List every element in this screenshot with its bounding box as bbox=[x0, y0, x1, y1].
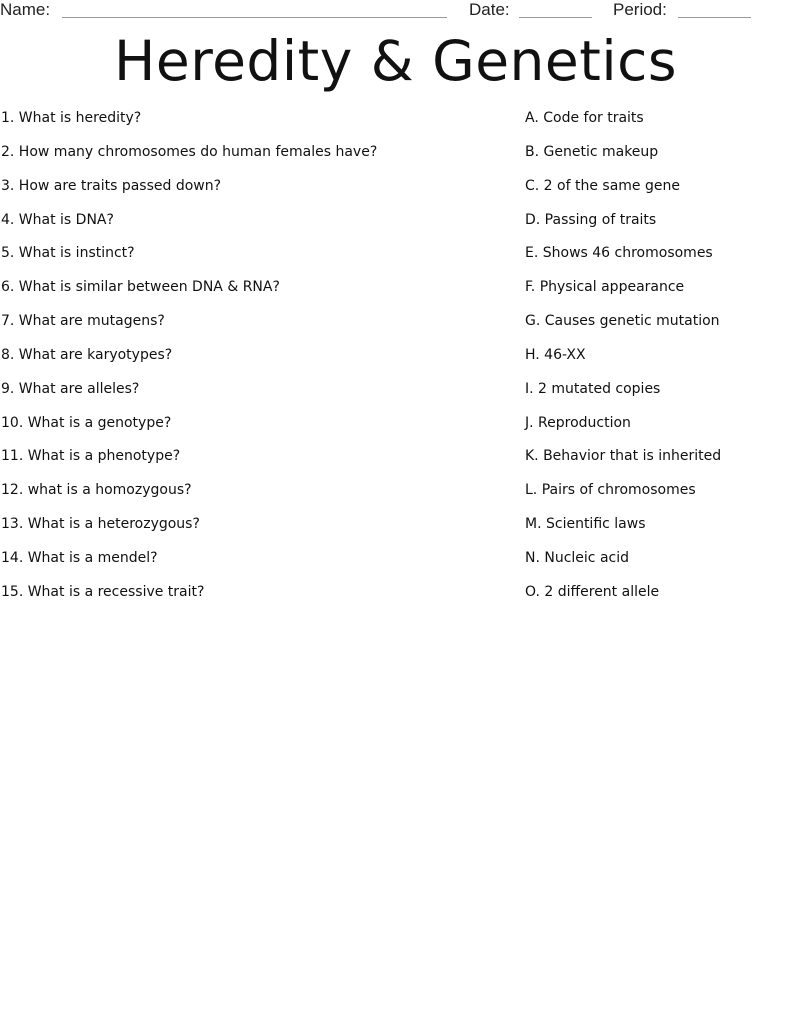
answer-item: E. Shows 46 chromosomes bbox=[525, 245, 713, 262]
question-item: 8. What are karyotypes? bbox=[1, 346, 173, 363]
question-item: 14. What is a mendel? bbox=[1, 549, 158, 566]
question-item: 9. What are alleles? bbox=[1, 380, 140, 397]
answer-item: J. Reproduction bbox=[525, 414, 631, 431]
answer-item: G. Causes genetic mutation bbox=[525, 313, 720, 330]
answer-item: B. Genetic makeup bbox=[525, 143, 659, 160]
question-item: 11. What is a phenotype? bbox=[1, 448, 181, 465]
question-item: 15. What is a recessive trait? bbox=[1, 583, 205, 600]
question-item: 4. What is DNA? bbox=[1, 211, 114, 228]
date-label: Date: bbox=[469, 0, 510, 19]
answer-item: C. 2 of the same gene bbox=[525, 177, 680, 194]
question-list bbox=[1, 108, 501, 616]
question-item: 12. what is a homozygous? bbox=[1, 482, 192, 499]
question-item: 5. What is instinct? bbox=[1, 245, 135, 262]
question-item: 13. What is a heterozygous? bbox=[1, 516, 200, 533]
answer-item: M. Scientific laws bbox=[525, 516, 646, 533]
name-label: Name: bbox=[0, 0, 51, 19]
worksheet-header bbox=[0, 0, 791, 22]
question-item: 10. What is a genotype? bbox=[1, 414, 172, 431]
answer-item: I. 2 mutated copies bbox=[525, 380, 661, 397]
answer-list bbox=[525, 108, 785, 616]
question-item: 6. What is similar between DNA & RNA? bbox=[1, 279, 280, 296]
answer-item: D. Passing of traits bbox=[525, 211, 657, 228]
answer-item: F. Physical appearance bbox=[525, 279, 685, 296]
answer-item: N. Nucleic acid bbox=[525, 549, 630, 566]
period-blank-line[interactable] bbox=[678, 17, 751, 18]
answer-item: A. Code for traits bbox=[525, 110, 644, 126]
question-item: 2. How many chromosomes do human females have? bbox=[1, 143, 378, 160]
question-item: 7. What are mutagens? bbox=[1, 313, 165, 330]
period-label: Period: bbox=[613, 0, 667, 19]
question-item: 3. How are traits passed down? bbox=[1, 177, 222, 194]
answer-item: L. Pairs of chromosomes bbox=[525, 482, 696, 499]
page-title: Heredity & Genetics bbox=[114, 29, 677, 93]
name-blank-line[interactable] bbox=[62, 17, 447, 18]
question-item: 1. What is heredity? bbox=[1, 110, 142, 126]
answer-item: K. Behavior that is inherited bbox=[525, 448, 722, 465]
date-blank-line[interactable] bbox=[519, 17, 592, 18]
answer-item: O. 2 different allele bbox=[525, 583, 660, 600]
answer-item: H. 46-XX bbox=[525, 346, 586, 363]
